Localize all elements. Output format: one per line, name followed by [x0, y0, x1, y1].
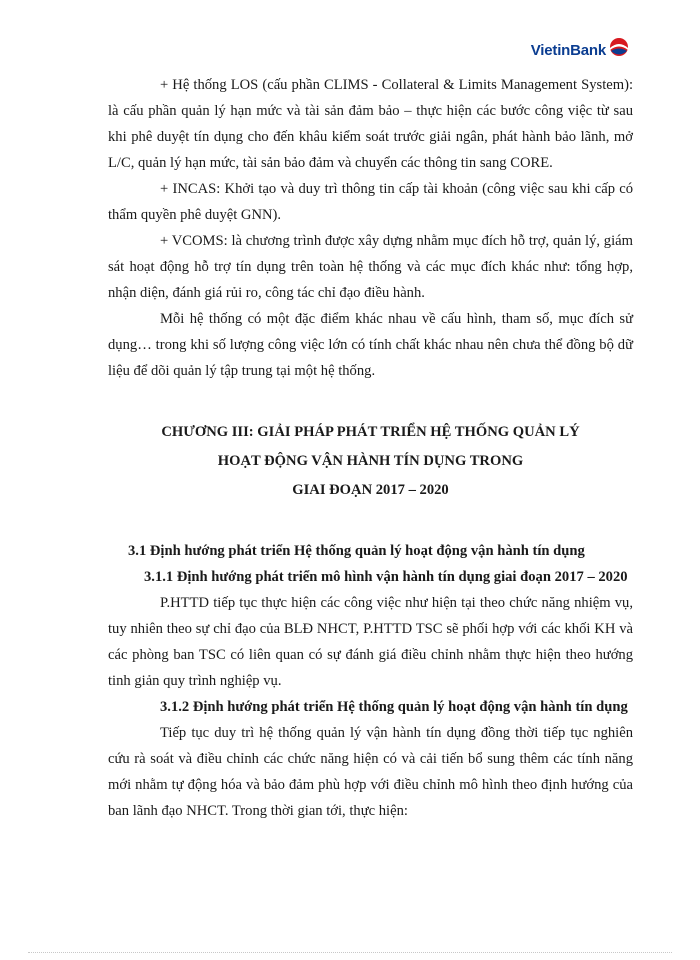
paragraph-incas: + INCAS: Khởi tạo và duy trì thông tin cấp tài khoản (công việc sau khi cấp có thẩm quyền phê duyệt GNN).	[108, 181, 633, 223]
paragraph-los: + Hệ thống LOS (cấu phần CLIMS - Collateral & Limits Management System): là cấu phần quản lý hạn mức và tài sản đảm bảo – thực hiện các bước công việc từ sau khi phê duyệt tín dụng cho đến khâu kiểm soát trước giải ngân, phát hành bảo lãnh, mở L/C, quản lý hạn mức, tài sản bảo đảm và chuyển các thông tin sang CORE.	[108, 77, 633, 171]
chapter-title-line-2: HOẠT ĐỘNG VẬN HÀNH TÍN DỤNG TRONG	[217, 453, 524, 469]
paragraph-3-1-2: Tiếp tục duy trì hệ thống quản lý vận hành tín dụng đồng thời tiếp tục nghiên cứu rà soát và điều chỉnh các chức năng hiện có và cải tiến bổ sung thêm các tính năng mới nhằm tự động hóa và bảo đảm phù hợp với điều chỉnh mô hình theo định hướng của ban lãnh đạo NHCT. Trong thời gian tới, thực hiện:	[108, 725, 633, 819]
paragraph-summary: Mỗi hệ thống có một đặc điểm khác nhau về cấu hình, tham số, mục đích sử dụng… trong khi số lượng công việc lớn có tính chất khác nhau nên chưa thể đồng bộ dữ liệu để dõi quản lý tập trung tại một hệ thống.	[108, 311, 633, 379]
heading-3-1: 3.1 Định hướng phát triển Hệ thống quản lý hoạt động vận hành tín dụng	[128, 543, 585, 559]
paragraph-vcoms: + VCOMS: là chương trình được xây dựng nhằm mục đích hỗ trợ, quản lý, giám sát hoạt động hỗ trợ tín dụng trên toàn hệ thống và các mục đích khác như: tổng hợp, nhận diện, đánh giá rủi ro, công tác chỉ đạo điều hành.	[108, 233, 633, 301]
chapter-title	[108, 418, 633, 505]
logo-text: VietinBank	[530, 42, 606, 59]
heading-3-1-2: 3.1.2 Định hướng phát triển Hệ thống quản lý hoạt động vận hành tín dụng	[160, 699, 628, 715]
paragraph-3-1-1: P.HTTD tiếp tục thực hiện các công việc như hiện tại theo chức năng nhiệm vụ, tuy nhiên theo sự chỉ đạo của BLĐ NHCT, P.HTTD TSC sẽ phối hợp với các khối KH và các phòng ban TSC có liên quan có sự đánh giá điều chỉnh nhằm thực hiện theo hướng tinh giản quy trình nghiệp vụ.	[108, 595, 633, 689]
document-body	[108, 72, 633, 824]
vietinbank-emblem-icon	[608, 36, 630, 58]
page-bottom-divider	[28, 952, 672, 953]
heading-3-1-1: 3.1.1 Định hướng phát triển mô hình vận hành tín dụng giai đoạn 2017 – 2020	[144, 569, 628, 585]
chapter-title-line-1: CHƯƠNG III: GIẢI PHÁP PHÁT TRIỂN HỆ THỐNG QUẢN LÝ	[161, 424, 580, 440]
chapter-title-line-3: GIAI ĐOẠN 2017 – 2020	[292, 482, 449, 498]
vietinbank-logo	[531, 42, 630, 59]
